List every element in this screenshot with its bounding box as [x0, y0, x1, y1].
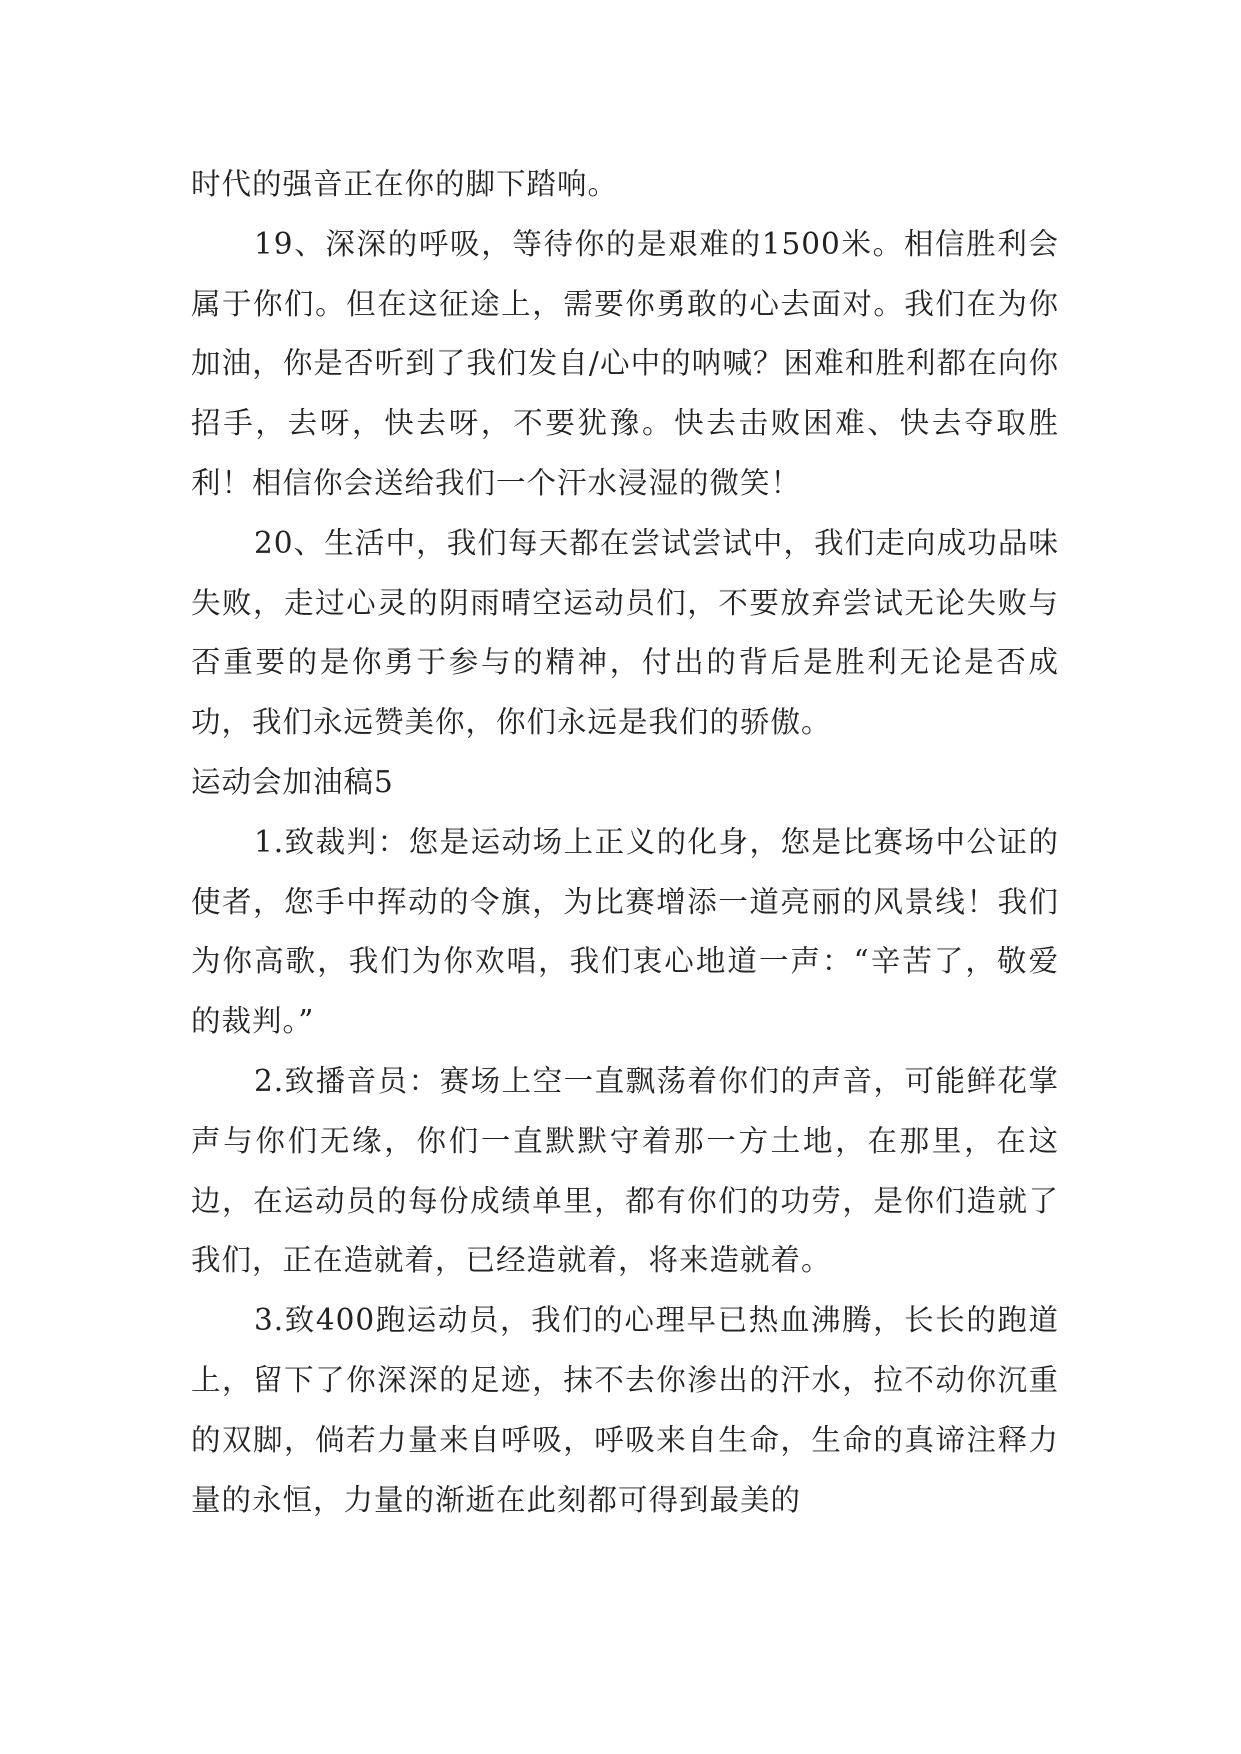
paragraph-20: 20、生活中，我们每天都在尝试尝试中，我们走向成功品味失败，走过心灵的阴雨晴空运动员们，不要放弃尝试无论失败与否重要的是你勇于参与的精神，付出的背后是胜利无论是否成功，我们永远赞美你，你们永远是我们的骄傲。 [191, 525, 1059, 740]
section-title: 运动会加油稿5 [191, 764, 394, 799]
paragraph-19: 19、深深的呼吸，等待你的是艰难的1500米。相信胜利会属于你们。但在这征途上，需要你勇敢的心去面对。我们在为你加油，你是否听到了我们发自/心中的呐喊？困难和胜利都在向你招手，去呀，快去呀，不要犹豫。快去击败困难、快去夺取胜利！相信你会送给我们一个汗水浸湿的微笑！ [191, 226, 1059, 500]
paragraph-to-400m-runner: 3.致400跑运动员，我们的心理早已热血沸腾，长长的跑道上，留下了你深深的足迹，抹不去你渗出的汗水，拉不动你沉重的双脚，倘若力量来自呼吸，呼吸来自生命，生命的真谛注释力量的永恒，力量的渐逝在此刻都可得到最美的 [191, 1303, 1059, 1517]
paragraph-to-referee: 1.致裁判：您是运动场上正义的化身，您是比赛场中公证的使者，您手中挥动的令旗，为比赛增添一道亮丽的风景线！我们为你高歌，我们为你欢唱，我们衷心地道一声：“辛苦了，敬爱的裁判。” [191, 824, 1059, 1039]
document-body [191, 155, 1059, 1530]
paragraph-to-announcer: 2.致播音员：赛场上空一直飘荡着你们的声音，可能鲜花掌声与你们无缘，你们一直默默守着那一方土地，在那里，在这边，在运动员的每份成绩单里，都有你们的功劳，是你们造就了我们，正在造就着，已经造就着，将来造就着。 [191, 1063, 1059, 1278]
paragraph-continuation: 时代的强音正在你的脚下踏响。 [191, 167, 619, 201]
